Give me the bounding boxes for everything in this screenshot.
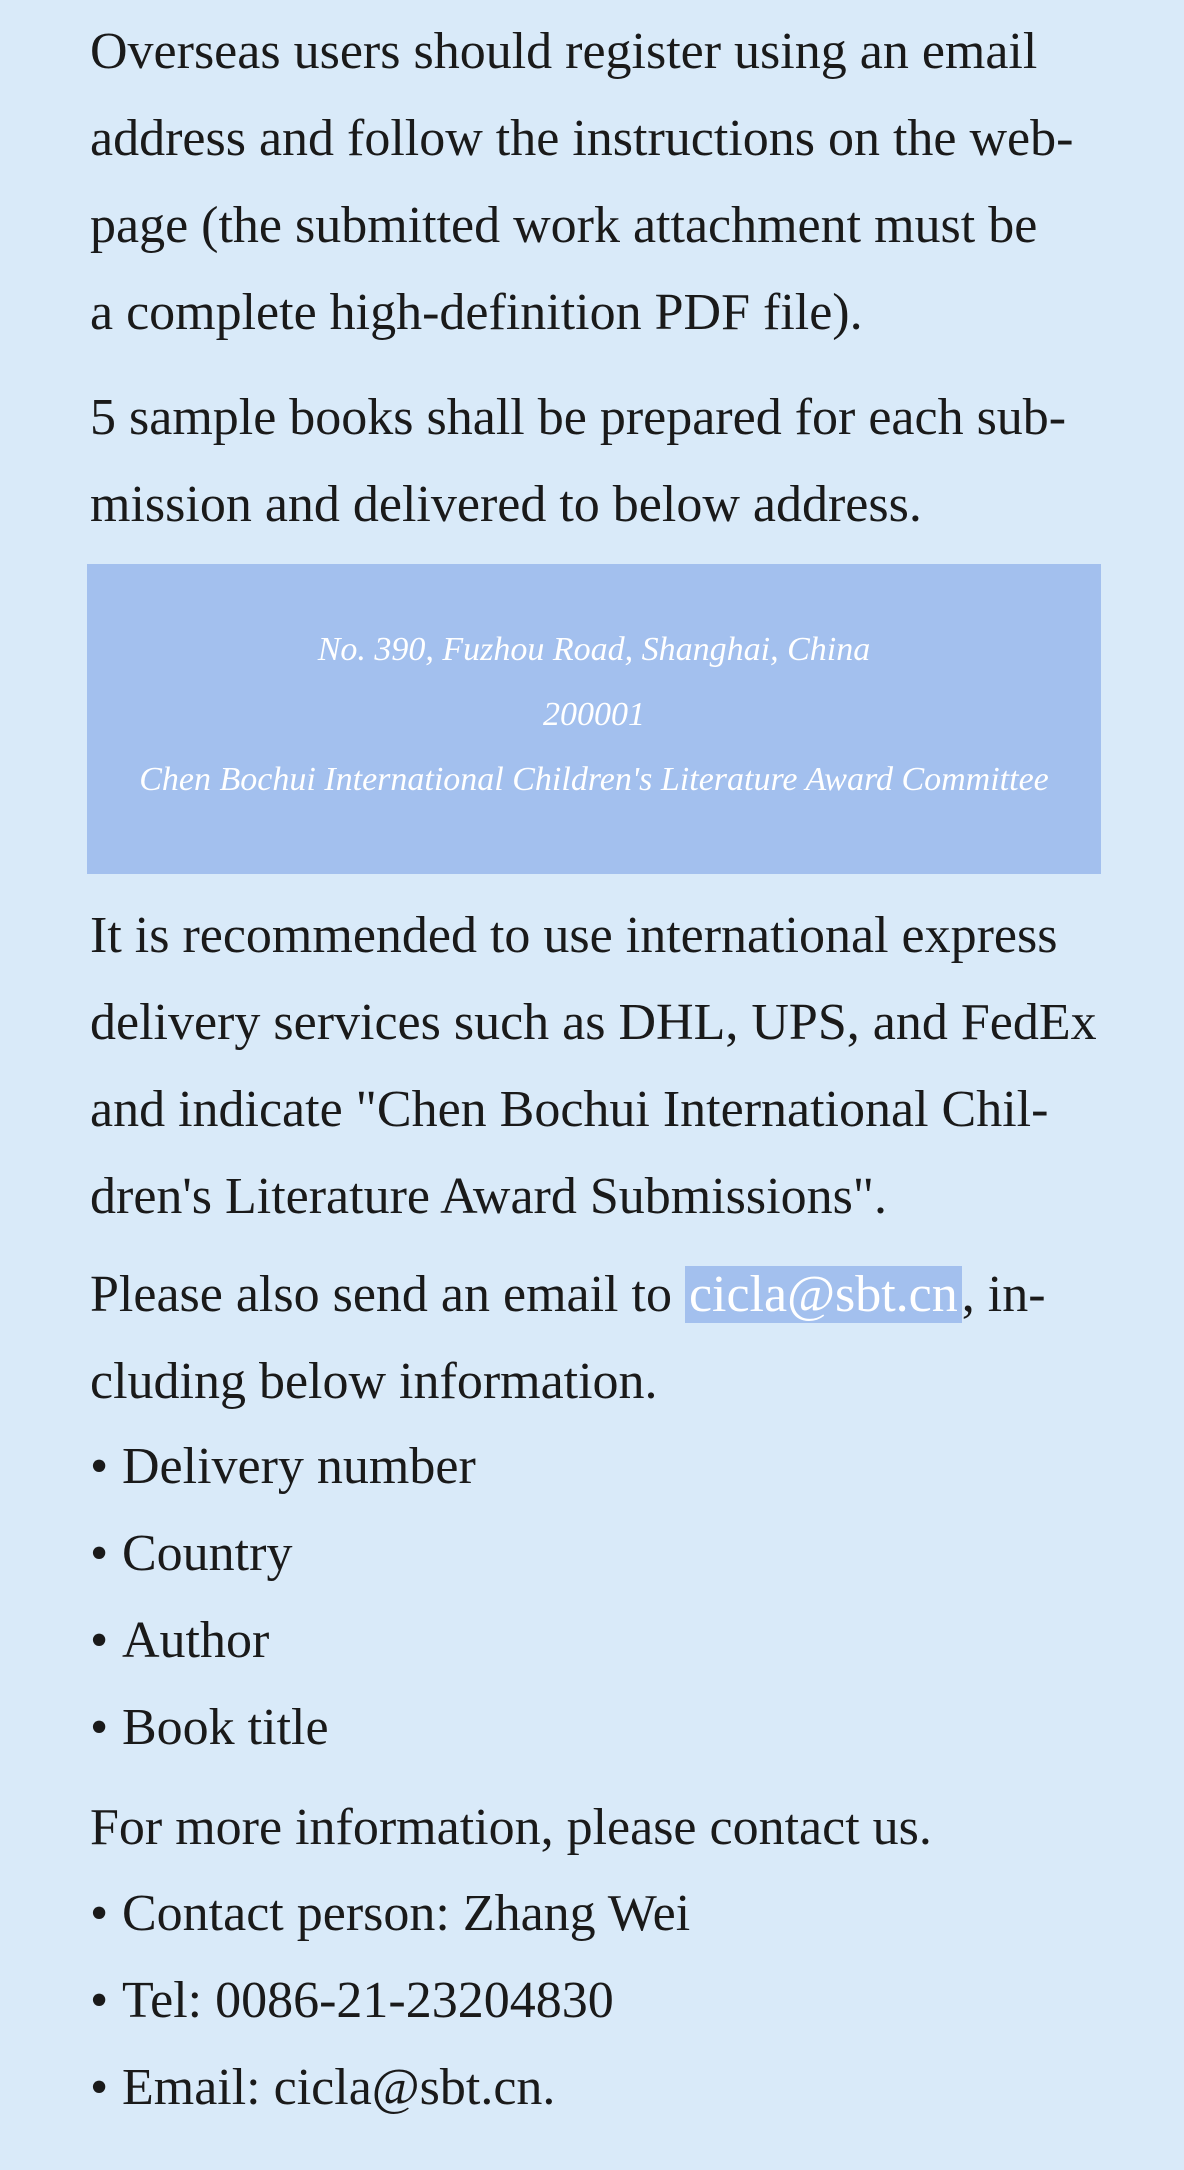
text-line: 5 sample books shall be prepared for each sub-: [90, 389, 1067, 446]
list-item: [90, 1423, 1100, 1510]
bullet-glyph: •: [90, 2059, 109, 2116]
list-item: [90, 2044, 1100, 2131]
bullet-glyph: •: [90, 1699, 109, 1756]
contact-intro-paragraph: [90, 1784, 1100, 1871]
text-line: mission and delivered to below address.: [90, 476, 922, 533]
list-item: [90, 1684, 1100, 1771]
list-item-text: Book title: [122, 1699, 329, 1756]
list-item-text: Country: [122, 1525, 293, 1582]
text-line: page (the submitted work attachment must be: [90, 197, 1038, 254]
sample-books-paragraph: [90, 374, 1100, 548]
bullet-glyph: •: [90, 1438, 109, 1495]
text-line: [90, 1251, 1100, 1338]
text-line: delivery services such as DHL, UPS, and FedEx: [90, 994, 1097, 1051]
email-suffix-text: , in-: [961, 1266, 1046, 1323]
address-postcode: 200001: [543, 696, 645, 733]
list-item-text: Delivery number: [122, 1438, 476, 1495]
address-recipient: Chen Bochui International Children's Literature Award Committee: [139, 761, 1049, 798]
email-instruction-paragraph: [90, 1251, 1100, 1425]
contact-tel-text: Tel: 0086-21-23204830: [122, 1972, 614, 2029]
contact-details-list: [90, 1870, 1100, 2131]
list-item: [90, 1510, 1100, 1597]
list-item: [90, 1870, 1100, 1957]
bullet-glyph: •: [90, 1612, 109, 1669]
list-item-text: Author: [122, 1612, 270, 1669]
contact-person-text: Contact person: Zhang Wei: [122, 1885, 691, 1942]
submission-email-link[interactable]: cicla@sbt.cn: [685, 1266, 962, 1323]
text-line: It is recommended to use international express: [90, 907, 1058, 964]
overseas-registration-paragraph: [90, 8, 1100, 356]
text-line: dren's Literature Award Submissions".: [90, 1168, 888, 1225]
text-line: a complete high-definition PDF file).: [90, 284, 863, 341]
text-line: Overseas users should register using an email: [90, 23, 1038, 80]
bullet-glyph: •: [90, 1972, 109, 2029]
bullet-glyph: •: [90, 1885, 109, 1942]
text-line: address and follow the instructions on the web-: [90, 110, 1074, 167]
address-street: No. 390, Fuzhou Road, Shanghai, China: [317, 631, 871, 668]
contact-email-text: Email: cicla@sbt.cn.: [122, 2059, 556, 2116]
email-prefix-text: Please also send an email to: [90, 1266, 685, 1323]
required-info-list: [90, 1423, 1100, 1771]
text-line: For more information, please contact us.: [90, 1799, 932, 1856]
list-item: [90, 1597, 1100, 1684]
text-line: cluding below information.: [90, 1353, 658, 1410]
text-line: and indicate "Chen Bochui International Chil-: [90, 1081, 1049, 1138]
express-delivery-paragraph: [90, 892, 1100, 1240]
list-item: [90, 1957, 1100, 2044]
bullet-glyph: •: [90, 1525, 109, 1582]
